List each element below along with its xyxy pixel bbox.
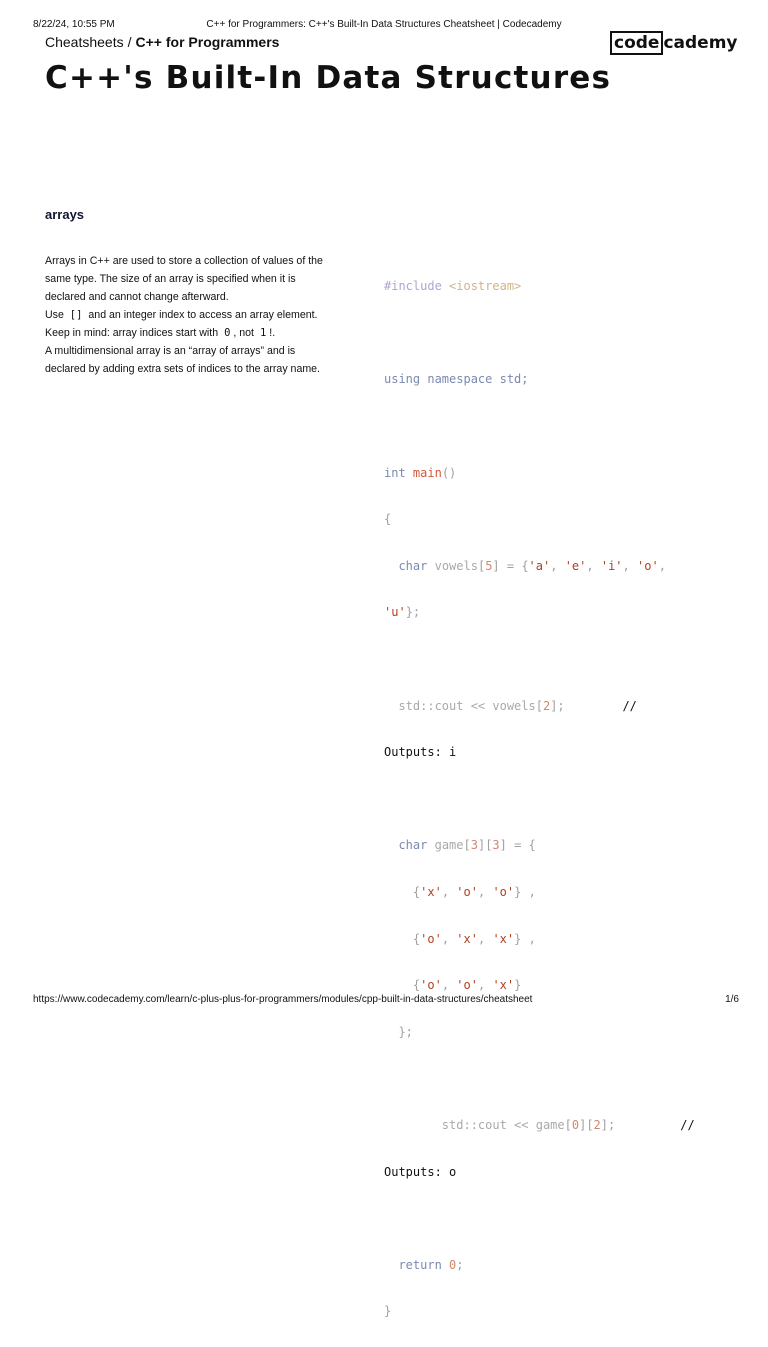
code-token: [ (477, 558, 486, 573)
page-number: 1/6 (725, 994, 739, 1005)
code-line (384, 928, 734, 951)
code-token: { (412, 978, 421, 993)
code-token: () (441, 465, 457, 480)
code-line (384, 741, 734, 764)
code-token: , (477, 978, 486, 993)
code-token: 0 (449, 1257, 457, 1272)
desc-p2-end: and an integer index to access an array element. (88, 309, 318, 321)
codecademy-logo[interactable] (610, 31, 738, 55)
code-token: , (622, 558, 630, 573)
code-token: <iostream> (449, 279, 522, 294)
code-token: } , (514, 931, 536, 946)
code-token: 'o' (456, 885, 478, 900)
code-line (384, 601, 734, 624)
code-token: #include (384, 279, 442, 294)
code-token: , (477, 885, 486, 900)
breadcrumb (45, 34, 279, 50)
desc-p3-end: !. (269, 327, 276, 339)
code-token: return (398, 1257, 442, 1272)
code-token: , (586, 558, 594, 573)
section-heading-arrays: arrays (45, 207, 85, 222)
code-token: 5 (485, 558, 493, 573)
desc-p3-start: Keep in mind: array indices start with (45, 327, 219, 339)
code-blank-line (384, 1067, 734, 1090)
code-token: , (658, 558, 666, 573)
code-line (384, 1161, 734, 1184)
code-token: } , (514, 885, 536, 900)
code-line (384, 1021, 734, 1044)
print-date: 8/22/24, 10:55 PM (33, 19, 115, 30)
code-token: using namespace std; (384, 372, 529, 387)
code-token: 0 (571, 1117, 580, 1132)
desc-paragraph-3 (45, 324, 335, 342)
code-token: 'a' (528, 558, 551, 573)
code-token: vowels (434, 558, 478, 573)
code-token: , (441, 978, 450, 993)
code-token: ; (456, 1257, 464, 1272)
code-token: ] = { (499, 838, 536, 853)
code-token: } (384, 1304, 392, 1319)
code-token: char (398, 838, 428, 853)
code-token: , (441, 885, 450, 900)
code-token: 'o' (420, 931, 442, 946)
code-token: 'x' (456, 931, 478, 946)
code-token: ][ (579, 1117, 594, 1132)
inline-code-one: 1 (259, 327, 267, 339)
inline-code-zero: 0 (224, 327, 231, 339)
breadcrumb-course-link[interactable]: C++ for Programmers (135, 34, 280, 50)
code-token: // (680, 1117, 695, 1132)
code-token: 'x' (492, 978, 515, 993)
breadcrumb-cheatsheets-link[interactable]: Cheatsheets (45, 34, 124, 50)
desc-paragraph-4: A multidimensional array is an “array of arrays” and is declared by adding extra sets of indices to the array name. (45, 345, 321, 375)
code-token: 3 (470, 838, 478, 853)
code-line (384, 275, 734, 298)
code-token: 'x' (492, 931, 515, 946)
page-title: C++'s Built-In Data Structures (45, 60, 612, 96)
code-token: , (477, 931, 486, 946)
code-token: ] = { (492, 558, 529, 573)
code-token: 'e' (564, 558, 587, 573)
code-line (384, 1300, 734, 1323)
code-token: [ (463, 838, 471, 853)
code-token: 3 (492, 838, 500, 853)
code-token: 'x' (420, 885, 442, 900)
code-token: }; (398, 1024, 413, 1039)
desc-paragraph-1: Arrays in C++ are used to store a collection of values of the same type. The size of an array is specified when it is declared and cannot change afterward. (45, 255, 323, 303)
code-line (384, 462, 734, 485)
code-token: , (441, 931, 450, 946)
code-token: ]; (550, 698, 565, 713)
code-token: , (550, 558, 558, 573)
code-token: 'i' (600, 558, 623, 573)
code-token: 'u' (384, 605, 406, 620)
code-example (384, 252, 734, 1347)
code-token: } (514, 978, 522, 993)
code-line (384, 695, 734, 718)
code-token: 'o' (420, 978, 442, 993)
print-footer (0, 994, 768, 1008)
desc-p2-start: Use (45, 309, 64, 321)
code-token: { (384, 512, 392, 527)
code-token: // (622, 698, 637, 713)
code-token: game (434, 838, 464, 853)
code-token: ][ (477, 838, 493, 853)
logo-boxed-text: code (610, 31, 663, 55)
code-token: 'o' (637, 558, 659, 573)
print-url: https://www.codecademy.com/learn/c-plus-plus-for-programmers/modules/cpp-built-in-data-structures/cheatsheet (33, 994, 533, 1005)
desc-p3-mid: , not (233, 327, 255, 339)
code-line (384, 1254, 734, 1277)
code-token: [ (535, 698, 543, 713)
code-token: ]; (600, 1117, 616, 1132)
code-line (384, 834, 734, 857)
code-line (384, 1114, 734, 1137)
code-token: [ (564, 1117, 572, 1132)
inline-code-brackets: [] (69, 309, 83, 321)
code-blank-line (384, 322, 734, 345)
code-token: std::cout << game (441, 1117, 565, 1132)
code-token: 'o' (456, 978, 478, 993)
code-line (384, 881, 734, 904)
code-token: 2 (542, 698, 551, 713)
arrays-description (45, 252, 335, 378)
code-blank-line (384, 788, 734, 811)
code-blank-line (384, 415, 734, 438)
code-token: { (412, 885, 421, 900)
logo-rest-text: cademy (663, 33, 738, 53)
code-token: }; (405, 605, 421, 620)
code-token: 'o' (492, 885, 515, 900)
breadcrumb-separator: / (127, 34, 132, 50)
code-token: Outputs: o (384, 1164, 457, 1179)
code-line (384, 508, 734, 531)
code-token: main (412, 465, 442, 480)
code-token: int (384, 465, 406, 480)
code-token: std::cout << vowels (398, 698, 536, 713)
code-line (384, 368, 734, 391)
print-document-title: C++ for Programmers: C++'s Built-In Data Structures Cheatsheet | Codecademy (206, 19, 562, 30)
code-token: char (398, 558, 428, 573)
desc-paragraph-2 (45, 306, 335, 324)
code-token: { (412, 931, 421, 946)
code-token: 2 (593, 1117, 601, 1132)
code-line (384, 555, 734, 578)
code-token: Outputs: i (384, 745, 457, 760)
code-blank-line (384, 648, 734, 671)
code-blank-line (384, 1207, 734, 1230)
